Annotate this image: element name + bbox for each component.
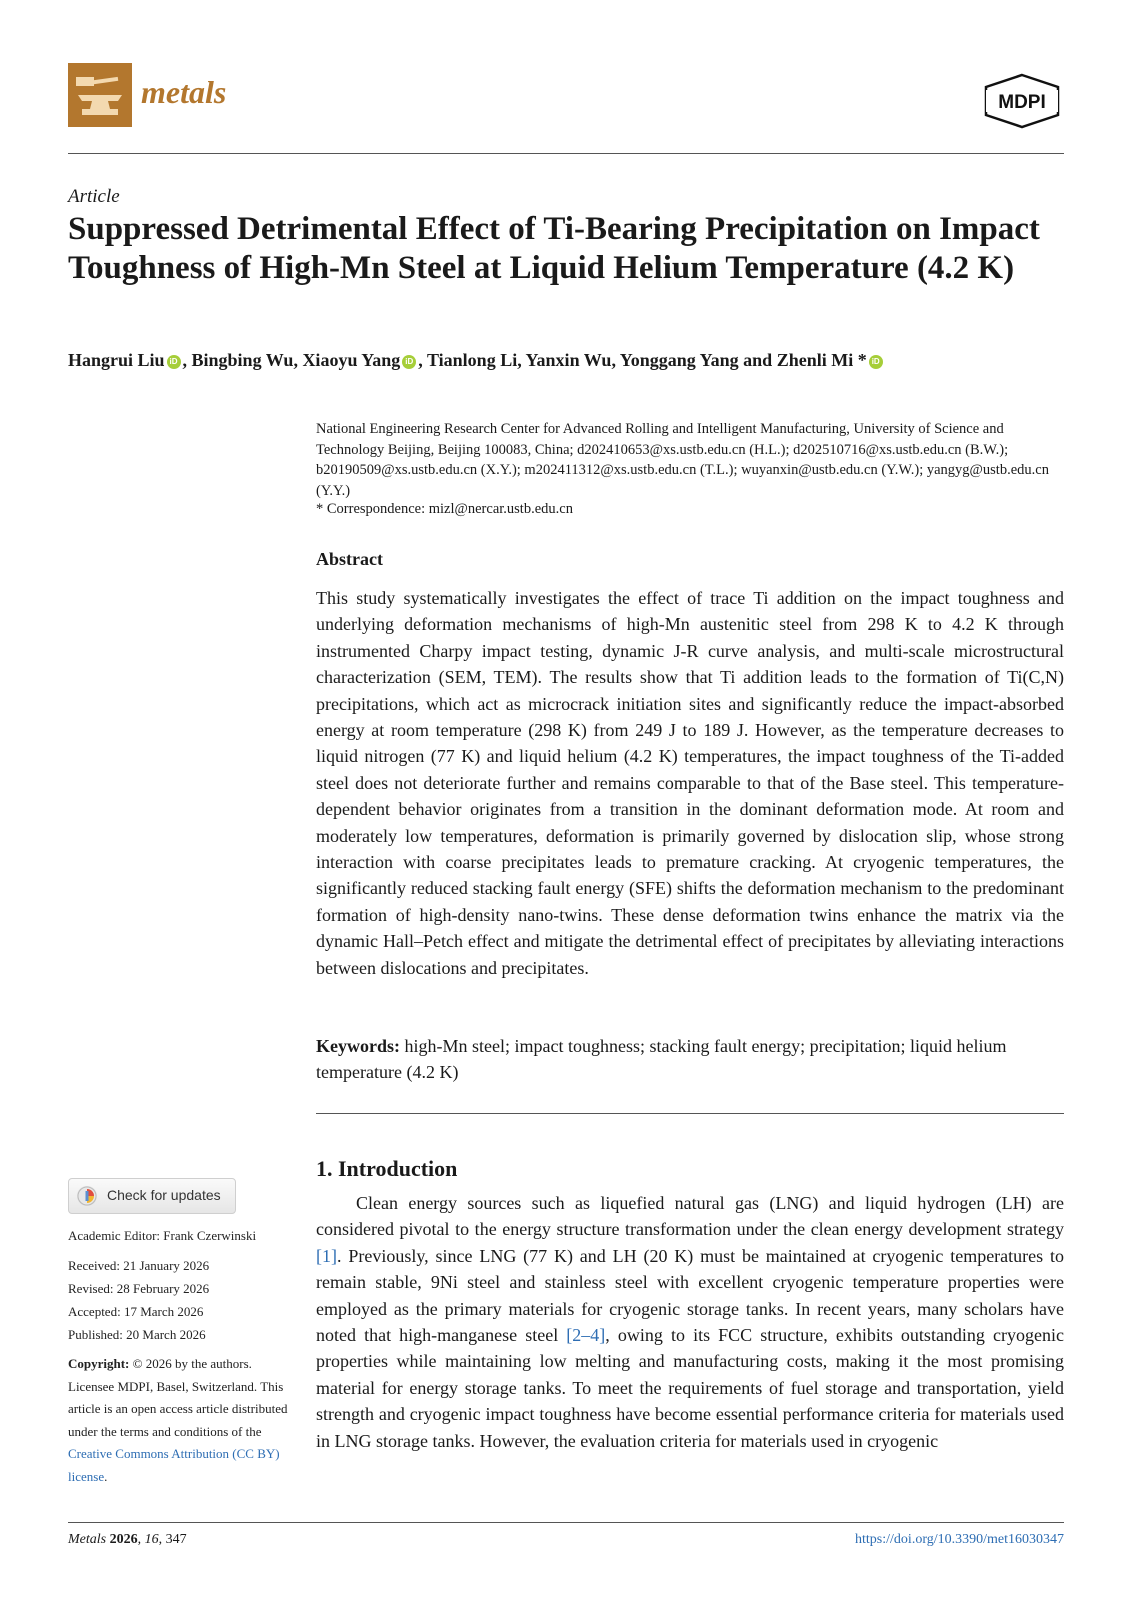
footer-divider: [68, 1522, 1064, 1523]
article-title: Suppressed Detrimental Effect of Ti-Bearing Precipitation on Impact Toughness of High-Mn Steel at Liquid Helium Temperature (4.2 K): [68, 211, 1040, 286]
check-updates-icon: [77, 1186, 97, 1206]
affiliation: National Engineering Research Center for Advanced Rolling and Intelligent Manufacturing, University of Science and Technology Beijing, Beijing 100083, China; d202410653@xs.ustb.edu.cn (H.L.); d202510716@xs.ustb.edu.cn (B.W.); b20190509@xs.ustb.edu.cn (X.Y.); m202411312@xs.ustb.edu.cn (T.L.); wuyanxin@ustb.edu.cn (Y.W.); yangyg@ustb.edu.cn (Y.Y.): [316, 421, 1049, 499]
footer-citation: Metals 2026, 16, 347: [68, 1532, 187, 1547]
author-list: Hangrui Liu iD , Bingbing Wu, Xiaoyu Yang iD , Tianlong Li, Yanxin Wu, Yonggang Yang and Zhenli Mi * iD: [68, 350, 1068, 371]
intro-text-part: Clean energy sources such as liquefied natural gas (LNG) and liquid hydrogen (LH) are considered pivotal to the energy structure transformation under the clean energy development strategy: [316, 1193, 1064, 1240]
author-name[interactable]: Yonggang Yang: [619, 350, 739, 370]
date-accepted: Accepted: 17 March 2026: [68, 1304, 204, 1319]
abstract-body: This study systematically investigates the effect of trace Ti addition on the impact toughness and underlying deformation mechanisms of high-Mn austenitic steel from 298 K to 4.2 K through instrumented Charpy impact testing, dynamic J-R curve analysis, and multi-scale microstructural characterization (SEM, TEM). The results show that Ti addition leads to the formation of Ti(C,N) precipitations, which act as microcrack initiation sites and significantly reduce the impact-absorbed energy at room temperature (298 K) from 249 J to 189 J. However, as the temperature decreases to liquid nitrogen (77 K) and liquid helium (4.2 K) temperatures, the impact toughness of the Ti-added steel does not deteriorate further and remains comparable to that of the Base steel. This temperature-dependent behavior originates from a transition in the dominant deformation mode. At room and moderately low temperatures, deformation is primarily governed by dislocation slip, whose strong interaction with coarse precipitates leads to premature cracking. At cryogenic temperatures, the significantly reduced stacking fault energy (SFE) shifts the deformation mechanism to the predominant formation of high-density nano-twins. These dense deformation twins enhance the matrix via the dynamic Hall–Petch effect and mitigate the detrimental effect of precipitates by alleviating interactions between dislocations and precipitates.: [316, 588, 1064, 978]
mdpi-logo: [982, 73, 1062, 129]
orcid-icon[interactable]: iD: [869, 355, 883, 369]
date-published: Published: 20 March 2026: [68, 1327, 206, 1342]
keywords-label: Keywords:: [316, 1036, 400, 1056]
footer-year: 2026: [109, 1532, 138, 1547]
keywords-list: high-Mn steel; impact toughness; stacking fault energy; precipitation; liquid helium temperature (4.2 K): [316, 1036, 1007, 1082]
correspondence: * Correspondence: mizl@nercar.ustb.edu.cn: [316, 501, 573, 517]
footer-journal: Metals: [68, 1532, 107, 1547]
author-name[interactable]: Bingbing Wu: [191, 350, 294, 370]
mdpi-logo-text: MDPI: [998, 92, 1046, 113]
copyright-label: Copyright:: [68, 1356, 130, 1371]
journal-name: metals: [141, 74, 227, 110]
abstract-divider: [316, 1113, 1064, 1114]
copyright-text: © 2026 by the authors. Licensee MDPI, Basel, Switzerland. This article is an open access article distributed under the terms and conditions of the: [68, 1356, 288, 1439]
author-name[interactable]: Yanxin Wu: [525, 350, 612, 370]
citation-link[interactable]: [2–4]: [566, 1325, 606, 1346]
copyright-end: .: [104, 1468, 108, 1484]
check-updates-label: Check for updates: [107, 1187, 221, 1203]
orcid-icon[interactable]: iD: [402, 355, 416, 369]
introduction-paragraph: [316, 1190, 1064, 1454]
copyright-notice: [68, 1353, 293, 1488]
abstract-heading: Abstract: [316, 549, 383, 569]
date-received: Received: 21 January 2026: [68, 1258, 210, 1273]
doi-link[interactable]: https://doi.org/10.3390/met16030347: [855, 1532, 1064, 1547]
license-link[interactable]: Creative Commons Attribution (CC BY) license: [68, 1446, 280, 1484]
footer-article-number: 347: [165, 1532, 187, 1547]
author-name[interactable]: Zhenli Mi *: [776, 350, 867, 370]
footer-volume: 16: [144, 1532, 159, 1547]
section-heading-introduction: 1. Introduction: [316, 1156, 458, 1181]
article-type: Article: [68, 186, 120, 207]
date-revised: Revised: 28 February 2026: [68, 1281, 210, 1296]
orcid-icon[interactable]: iD: [167, 355, 181, 369]
journal-logo: [68, 63, 132, 127]
header-divider: [68, 153, 1064, 154]
author-name[interactable]: Tianlong Li: [426, 350, 518, 370]
check-for-updates-button[interactable]: [68, 1178, 236, 1214]
intro-text-part: . Previously, since LNG (77 K) and LH (20 K) must be maintained at cryogenic temperatures to remain stable, 9Ni steel and stainless steel with excellent cryogenic temperature properties were employed as the primary materials for cryogenic storage tanks. In recent years, many scholars have noted that high-manganese steel: [316, 1245, 1064, 1346]
keywords: [316, 1033, 1064, 1085]
anvil-hammer-icon: [68, 63, 132, 127]
intro-text-part: , owing to its FCC structure, exhibits outstanding cryogenic properties while maintaining low melting and manufacturing costs, making it the most promising material for energy storage tanks. To meet the requirements of fuel storage and transportation, yield strength and cryogenic impact toughness have become essential performance criteria for materials used in LNG storage tanks. However, the evaluation criteria for materials used in cryogenic: [316, 1325, 1064, 1451]
academic-editor: Academic Editor: Frank Czerwinski: [68, 1228, 257, 1243]
citation-link[interactable]: [1]: [316, 1245, 337, 1266]
author-name[interactable]: Xiaoyu Yang: [302, 350, 401, 370]
author-name[interactable]: Hangrui Liu: [68, 350, 165, 370]
